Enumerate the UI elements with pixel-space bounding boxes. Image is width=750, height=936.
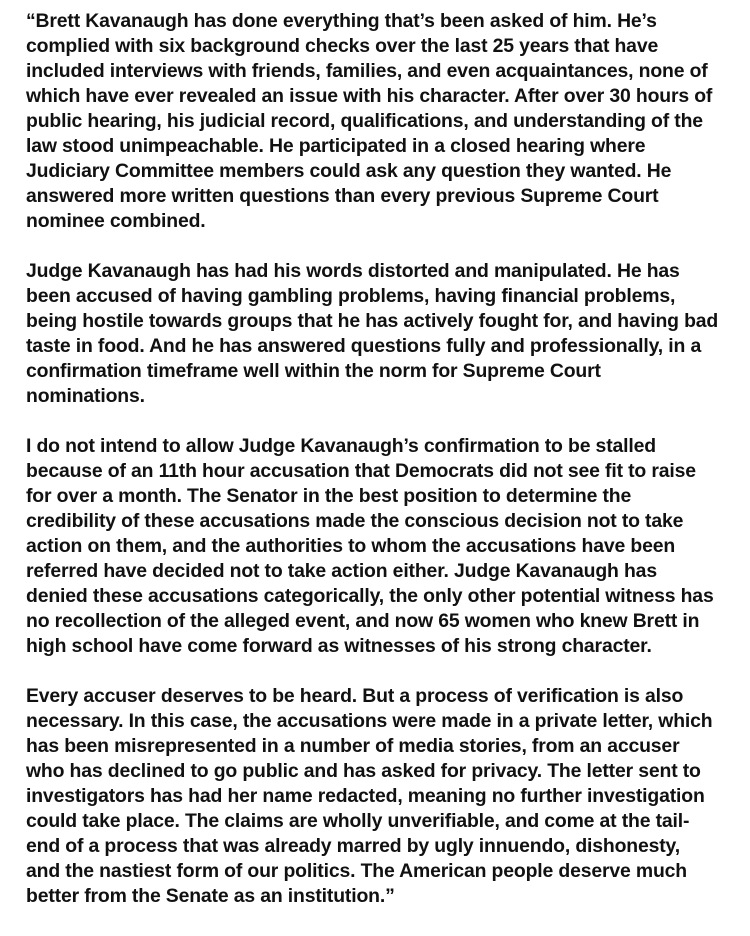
paragraph-4 (26, 684, 748, 909)
text-line: investigators has had her name redacted, meaning no further investigation (26, 785, 705, 807)
text-line: end of a process that was already marred by ugly innuendo, dishonesty, (26, 835, 680, 857)
text-line: Every accuser deserves to be heard. But a process of verification is also (26, 685, 684, 707)
text-line: law stood unimpeachable. He participated in a closed hearing where (26, 135, 646, 157)
text-line: I do not intend to allow Judge Kavanaugh’s confirmation to be stalled (26, 435, 656, 457)
text-line: necessary. In this case, the accusations were made in a private letter, which (26, 710, 713, 732)
text-line: because of an 11th hour accusation that Democrats did not see fit to raise (26, 460, 696, 482)
text-line: referred have decided not to take action either. Judge Kavanaugh has (26, 560, 657, 582)
text-line: better from the Senate as an institution.” (26, 885, 395, 907)
text-line: who has declined to go public and has asked for privacy. The letter sent to (26, 760, 701, 782)
text-line: included interviews with friends, families, and even acquaintances, none of (26, 60, 708, 82)
text-line: for over a month. The Senator in the best position to determine the (26, 485, 632, 507)
text-line: nominations. (26, 385, 145, 407)
text-line: nominee combined. (26, 210, 206, 232)
text-line: taste in food. And he has answered questions fully and professionally, in a (26, 335, 702, 357)
text-line: credibility of these accusations made the conscious decision not to take (26, 510, 684, 532)
paragraph-3 (26, 434, 748, 659)
text-line: no recollection of the alleged event, and now 65 women who knew Brett in (26, 610, 700, 632)
text-line: high school have come forward as witnesses of his strong character. (26, 635, 652, 657)
text-line: being hostile towards groups that he has actively fought for, and having bad (26, 310, 719, 332)
text-line: could take place. The claims are wholly unverifiable, and come at the tail- (26, 810, 690, 832)
text-line: public hearing, his judicial record, qualifications, and understanding of the (26, 110, 703, 132)
text-line: has been misrepresented in a number of media stories, from an accuser (26, 735, 680, 757)
text-line: answered more written questions than every previous Supreme Court (26, 185, 659, 207)
text-line: which have ever revealed an issue with his character. After over 30 hours of (26, 85, 713, 107)
paragraph-1 (26, 9, 748, 234)
text-line: been accused of having gambling problems, having financial problems, (26, 285, 676, 307)
text-line: Judge Kavanaugh has had his words distorted and manipulated. He has (26, 260, 680, 282)
text-line: and the nastiest form of our politics. The American people deserve much (26, 860, 687, 882)
text-line: confirmation timeframe well within the norm for Supreme Court (26, 360, 601, 382)
text-line: denied these accusations categorically, the only other potential witness has (26, 585, 714, 607)
text-line: “Brett Kavanaugh has done everything that’s been asked of him. He’s (26, 10, 657, 32)
paragraph-2 (26, 259, 748, 409)
text-line: complied with six background checks over the last 25 years that have (26, 35, 659, 57)
statement-text (26, 9, 748, 909)
text-line: Judiciary Committee members could ask any question they wanted. He (26, 160, 672, 182)
text-line: action on them, and the authorities to whom the accusations have been (26, 535, 676, 557)
